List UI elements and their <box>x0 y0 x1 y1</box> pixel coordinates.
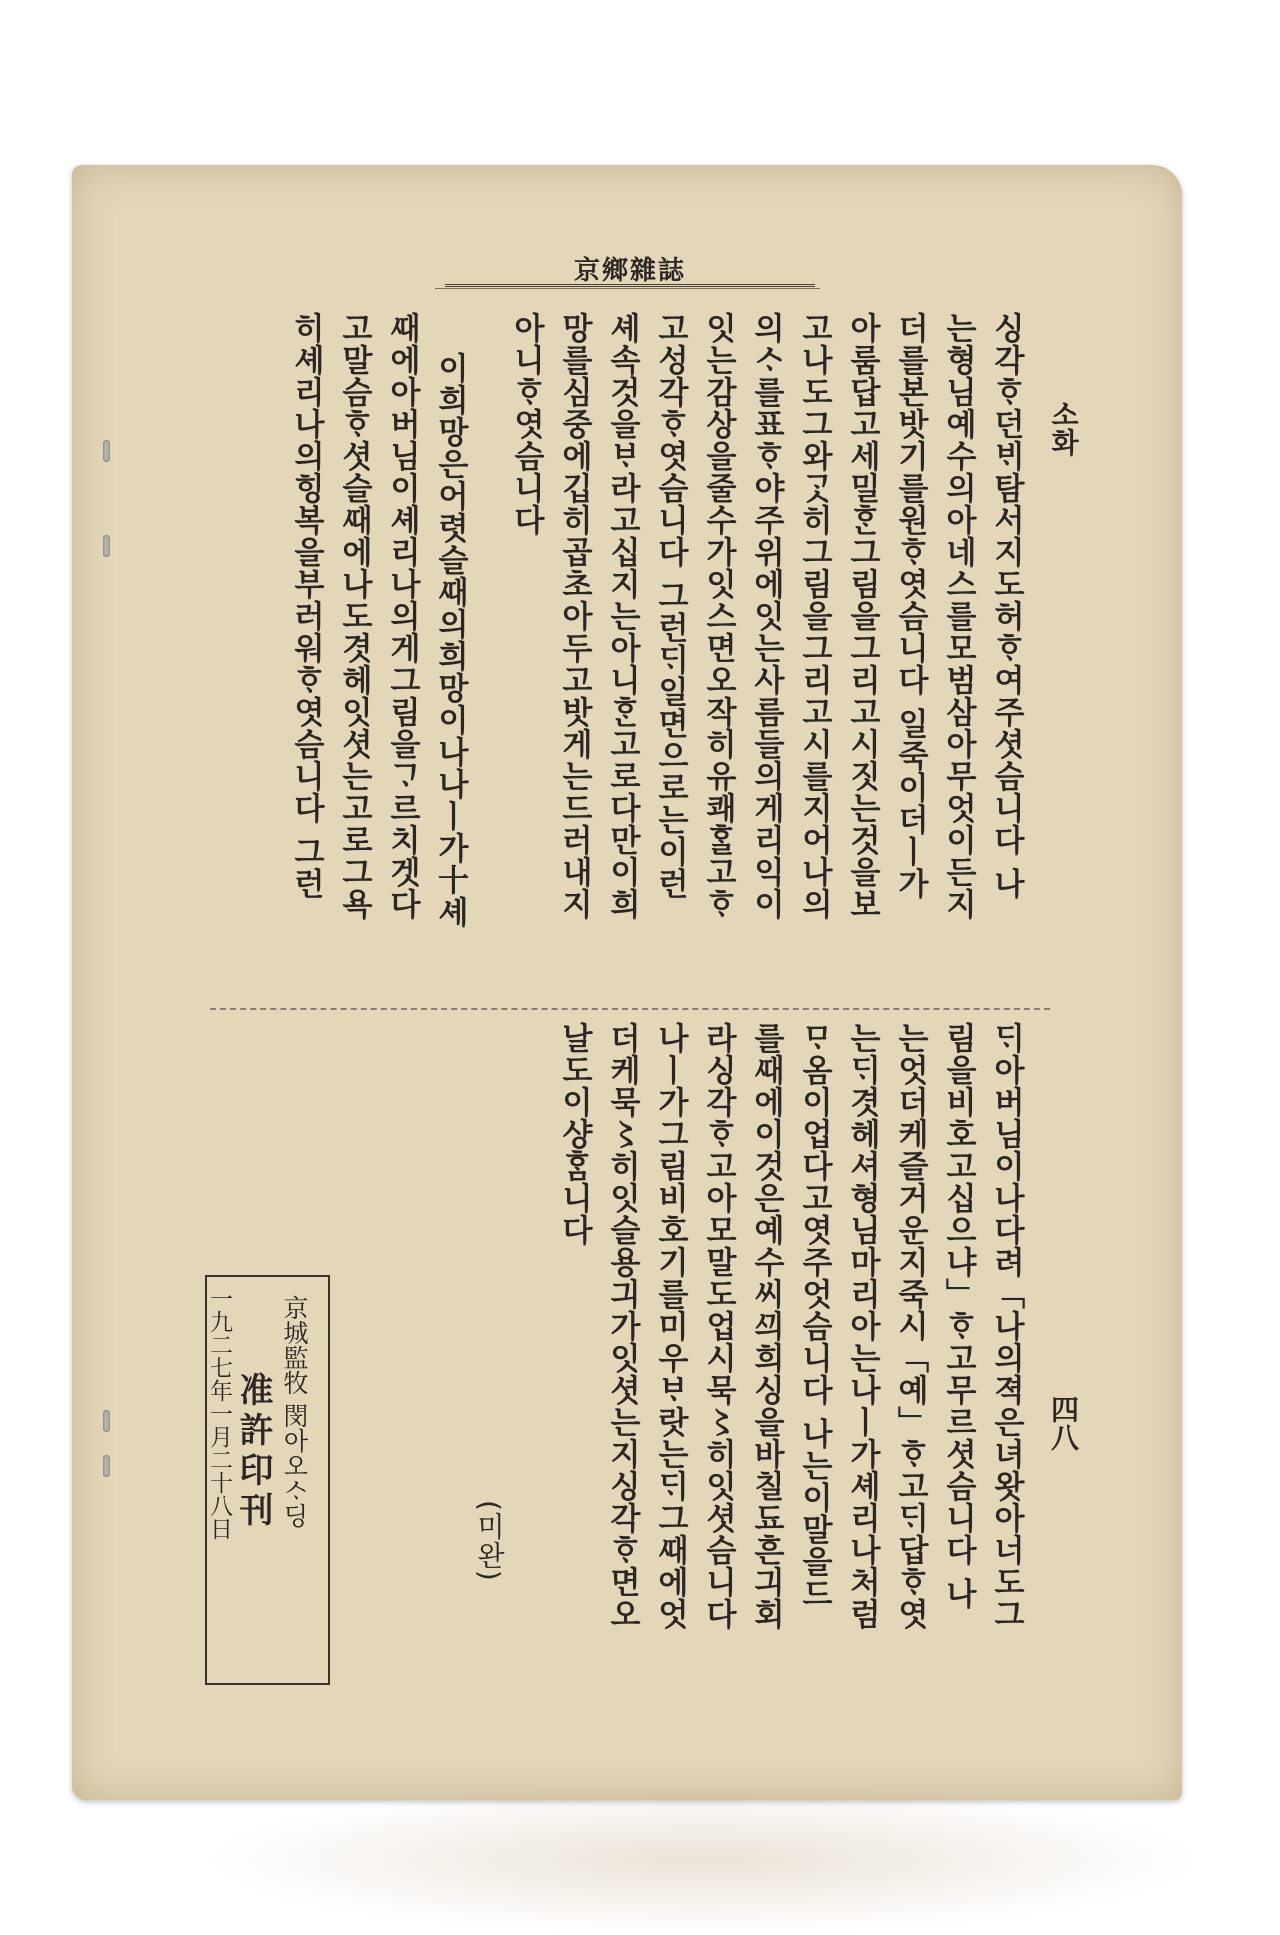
text-column: 는형님예수의아네스를모범삼아무엇이든지 <box>940 312 976 920</box>
binder-hole <box>103 535 110 557</box>
to-be-continued: (미완) <box>473 1500 506 1582</box>
text-column: 잇는감상을줄수가잇스면오작히유쾌ᄒᆞᆯ고ᄒᆞ <box>700 312 736 920</box>
approval-stamp <box>205 1275 330 1685</box>
binder-hole <box>103 440 110 462</box>
text-column: 아니ᄒᆞ엿슴니다 <box>508 312 544 536</box>
text-column: 히셰리나의힝복을부러워ᄒᆞ엿슴니다 그런 <box>288 312 324 900</box>
magazine-title: 誌雜鄉京 <box>445 250 815 287</box>
section-label: 소화 <box>1047 400 1080 456</box>
stamp-issuer: 京城監牧 閔아오ᄉᆞ딩 <box>280 1295 309 1528</box>
text-column: 라싱각ᄒᆞ고아모말도업시묵〻히잇셧슴니다 <box>700 1022 736 1630</box>
text-column: 를ᄯᅢ에이것은예수씨ᄭᅴ희싱을바칠됴흔긔회 <box>748 1022 784 1630</box>
text-column: 아룸답고세밀ᄒᆞᆫ그림을그리고시짓는것을보 <box>844 312 880 920</box>
text-column: 는ᄃᆡ겻헤셔형님마리아는나ㅣ가셰리나처럼 <box>844 1022 880 1630</box>
text-column: ᄯᅢ에아버님이셰리나의게그림을ᄀᆞ르치겟다 <box>384 312 420 920</box>
text-column: 의ᄉᆞ를표ᄒᆞ야주위에잇는사름들의게리익이 <box>748 312 784 920</box>
text-column: 고나도그와ᄀᆞᆺ히그림을그리고시를지어나의 <box>796 312 832 920</box>
stamp-date: 一九二七年一月二十八日 <box>206 1287 232 1540</box>
text-column: 망를심중에깁히곱초아두고밧게는드러내지 <box>556 312 592 920</box>
paper-stain <box>202 1785 1202 1935</box>
text-column: 이희망은어렷슬ᄯᅢ의희망이나나ㅣ가十셰 <box>432 352 468 928</box>
binder-hole <box>103 1410 110 1432</box>
text-column: 싱각ᄒᆞ던ᄇᆡ탐서지도허ᄒᆞ여주셧슴니다 나 <box>988 312 1024 900</box>
text-column: 더를본밧기를원ᄒᆞ엿슴니다 일죽이더ㅣ가 <box>892 312 928 900</box>
text-column: 는엇더케즐거운지죽시「예」ᄒᆞ고ᄃᆡ답ᄒᆞ엿 <box>892 1022 928 1630</box>
text-column: 고말슴ᄒᆞ셧슬ᄯᅢ에나도겻헤잇셧는고로그욕 <box>336 312 372 920</box>
text-column: 더케묵〻히잇슬용긔가잇셧는지싱각ᄒᆞ면오 <box>604 1022 640 1630</box>
binder-hole <box>103 1455 110 1477</box>
text-column: 림을비호고십으냐」ᄒᆞ고무르셧슴니다 나 <box>940 1022 976 1610</box>
section-divider <box>210 1008 1050 1010</box>
text-column: ᄃᆡ아버님이나다려「나의젹은녀왓아너도그 <box>988 1022 1024 1630</box>
page-number: 四八 <box>1047 1395 1080 1451</box>
text-column: 고성각ᄒᆞ엿슴니다 그런ᄃᆡ일면으로는이런 <box>652 312 688 900</box>
text-column: 셰속것을ᄇᆞ라고십지는아니ᄒᆞᆫ고로다만이희 <box>604 312 640 920</box>
text-column: 나ㅣ가그림비호기를미우ᄇᆞ랏는ᄃᆡ그ᄯᅢ에엇 <box>652 1022 688 1630</box>
stamp-approval: 准許印刊 <box>233 1372 273 1532</box>
text-column: 날도이샹ᄒᆞᆷ니다 <box>556 1022 592 1246</box>
text-column: ᄆᆞ옴이업다고엿주엇슴니다 나는이말을드 <box>796 1022 832 1610</box>
header-rule <box>435 288 820 289</box>
